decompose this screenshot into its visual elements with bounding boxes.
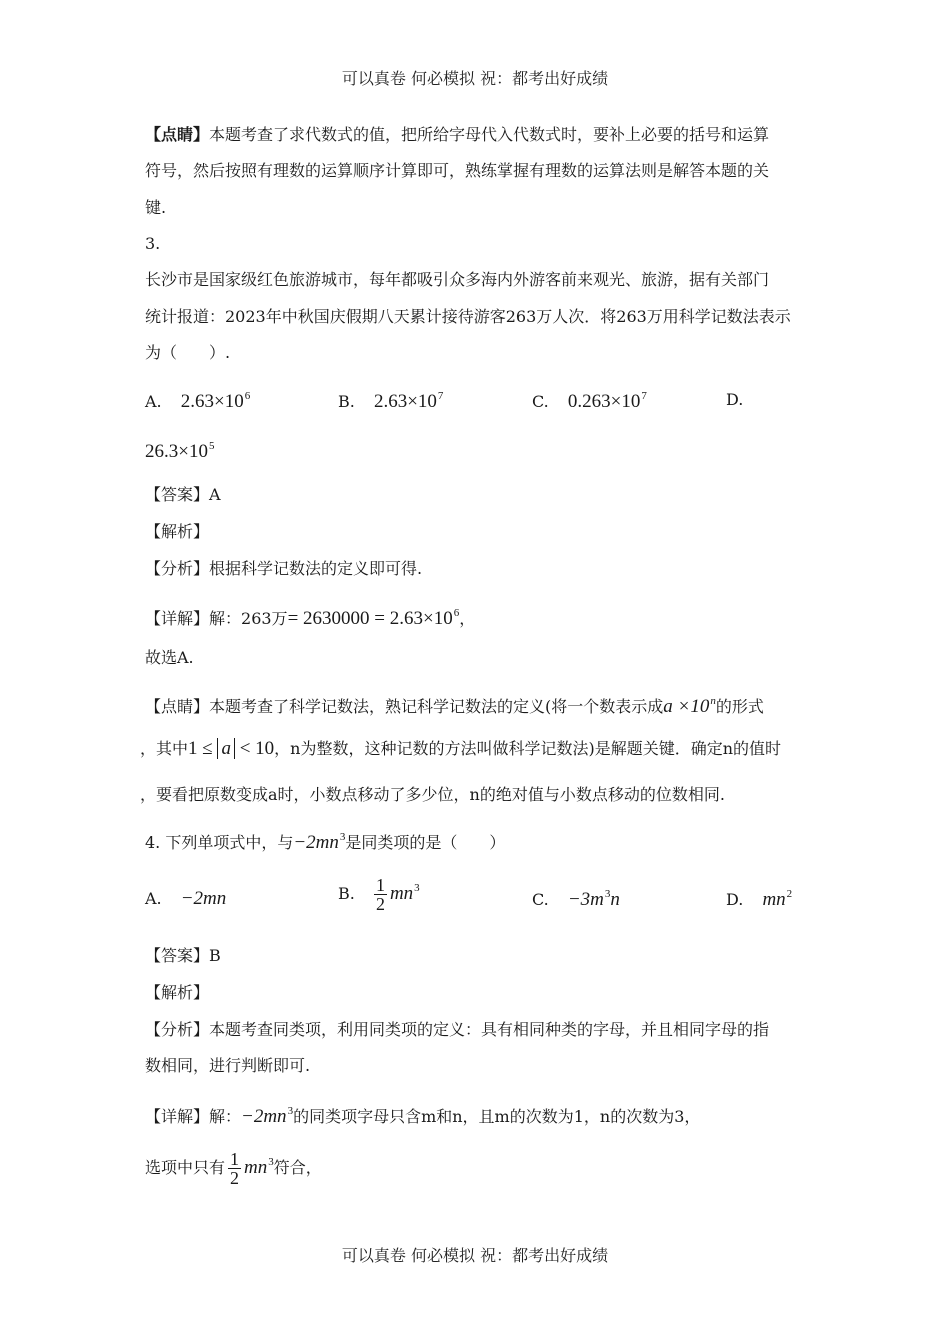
stem-math: −2mn	[293, 832, 339, 853]
option-exp: 7	[641, 390, 647, 402]
q3-stem-line1: 长沙市是国家级红色旅游城市，每年都吸引众多海内外游客前来观光、旅游，据有关部门	[145, 270, 770, 289]
last-end: 符合，	[273, 1158, 322, 1177]
q3-number: 3.	[145, 234, 161, 253]
detail-end: 的同类项字母只含m和n，且m的次数为1，n的次数为3，	[293, 1107, 701, 1126]
option-letter: D.	[726, 890, 744, 909]
q3-option-b	[338, 390, 443, 413]
page-footer: 可以真卷 何必模拟 祝：都考出好成绩	[341, 1246, 609, 1265]
tip-math: a ×10	[663, 696, 710, 717]
option-exp: 5	[208, 440, 215, 452]
detail-label: 【详解】解：	[145, 609, 242, 628]
q3-stem-line3: 为（ ）.	[145, 343, 231, 362]
last-exp: 3	[268, 1156, 274, 1168]
option-exp: 3	[604, 888, 611, 900]
q4-fenxi-line1	[145, 1019, 769, 1041]
option-exp: 6	[244, 390, 251, 402]
q3-option-a	[145, 390, 250, 413]
fenxi-label: 【分析】	[145, 1020, 210, 1039]
option-exp: 7	[437, 390, 444, 402]
q3-analysis-title: 【解析】	[145, 522, 210, 541]
stem-pre: 4. 下列单项式中，与	[145, 833, 294, 852]
option-value: mn	[762, 889, 786, 910]
last-pre: 选项中只有	[145, 1158, 226, 1177]
q3-option-c	[532, 390, 647, 413]
q3-option-d-letter: D.	[726, 390, 744, 409]
q3-fenxi	[145, 558, 422, 580]
last-fraction	[228, 1150, 241, 1187]
option-fraction	[374, 876, 387, 913]
option-letter: A.	[145, 889, 162, 908]
detail-end: ，	[459, 609, 476, 628]
tip-exp: n	[710, 695, 716, 707]
option-letter: C.	[532, 890, 549, 909]
q4-stem	[145, 826, 505, 854]
fraction-denominator: 2	[230, 1168, 240, 1188]
q3-tip-line2	[140, 738, 781, 760]
detail-exp: 3	[287, 1105, 294, 1117]
q4-analysis-title: 【解析】	[145, 983, 210, 1002]
stem-end: 是同类项的是（ ）	[345, 833, 506, 852]
tip-math-a: 1 ≤	[188, 738, 218, 759]
tip-text: 本题考查了科学记数法，熟记科学记数法的定义(将一个数表示成	[209, 697, 664, 716]
detail-label: 【详解】解：	[145, 1107, 242, 1126]
fraction-numerator: 1	[230, 1149, 240, 1169]
tip-pre: ，其中	[140, 739, 189, 758]
q3-tip-line3: ，要看把原数变成a时，小数点移动了多少位，n的绝对值与小数点移动的位数相同.	[140, 785, 725, 804]
detail-equation: = 2630000 = 2.63×10	[287, 608, 453, 629]
q2-tip-line3: 键.	[145, 198, 167, 217]
tip-math-c: < 10	[234, 738, 275, 759]
option-letter: A.	[145, 392, 162, 411]
option-value: 2.63×10	[180, 391, 244, 412]
fraction-numerator: 1	[375, 875, 385, 895]
tip-label: 【点睛】	[145, 125, 210, 144]
q3-choose: 故选A.	[145, 648, 194, 667]
option-value: 2.63×10	[373, 391, 437, 412]
fenxi-label: 【分析】	[145, 559, 210, 578]
fraction-denominator: 2	[375, 894, 385, 914]
option-letter: B.	[338, 392, 355, 411]
page-header: 可以真卷 何必模拟 祝：都考出好成绩	[341, 69, 609, 88]
option-var: n	[610, 889, 620, 910]
option-letter: C.	[532, 392, 549, 411]
tip-end: 的形式	[715, 697, 764, 716]
q4-option-d	[726, 888, 792, 911]
detail-pre: 263万	[241, 609, 288, 628]
q3-option-d-value	[145, 440, 214, 463]
tip-end: ，n为整数，这种记数的方法叫做科学记数法)是解题关键．确定n的值时	[274, 739, 782, 758]
tip-label: 【点睛】	[145, 697, 210, 716]
q3-stem-line2: 统计报道：2023年中秋国庆假期八天累计接待游客263万人次．将263万用科学记数法表示	[145, 307, 791, 326]
fenxi-text: 根据科学记数法的定义即可得.	[209, 559, 423, 578]
q2-tip-line1	[145, 124, 769, 146]
option-exp: 2	[786, 888, 793, 900]
tip-math-abs: a	[217, 738, 235, 759]
q3-tip-line1	[145, 690, 764, 718]
detail-math: −2mn	[241, 1106, 287, 1127]
detail-exp: 6	[453, 607, 460, 619]
option-value: 0.263×10	[567, 391, 641, 412]
option-exp: 3	[414, 882, 420, 894]
q4-option-b	[338, 876, 420, 913]
q4-fenxi-line2: 数相同，进行判断即可.	[145, 1056, 311, 1075]
option-letter: B.	[338, 884, 355, 903]
q4-detail	[145, 1100, 700, 1128]
q4-answer: 【答案】B	[145, 946, 221, 965]
option-value: 26.3×10	[145, 441, 208, 462]
q4-option-c	[532, 888, 620, 911]
last-var: mn	[244, 1157, 268, 1178]
q3-answer: 【答案】A	[145, 485, 221, 504]
option-value: −3m	[567, 889, 604, 910]
q3-detail	[145, 602, 475, 630]
tip-text: 本题考查了求代数式的值，把所给字母代入代数式时，要补上必要的括号和运算	[209, 125, 770, 144]
option-value: −2mn	[180, 888, 227, 909]
q2-tip-line2: 符号，然后按照有理数的运算顺序计算即可，熟练掌握有理数的运算法则是解答本题的关	[145, 161, 770, 180]
fenxi-text: 本题考查同类项，利用同类项的定义：具有相同种类的字母，并且相同字母的指	[209, 1020, 770, 1039]
q4-last-line	[145, 1150, 322, 1187]
stem-exp: 3	[339, 831, 346, 843]
q4-option-a	[145, 888, 226, 910]
option-var: mn	[389, 883, 414, 904]
